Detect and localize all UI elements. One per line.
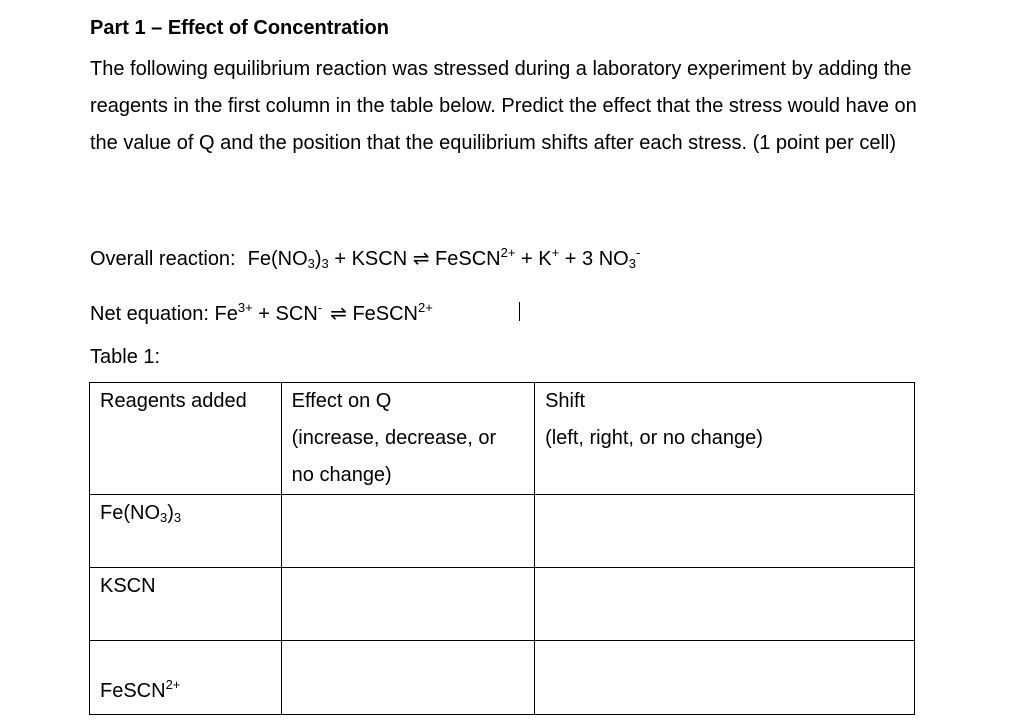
- text-cursor: [519, 302, 520, 321]
- plus-sign: +: [564, 248, 577, 270]
- table-row: [90, 568, 915, 641]
- data-table: [89, 382, 915, 715]
- table-caption: Table 1:: [90, 346, 161, 368]
- shift-cell[interactable]: [535, 641, 915, 715]
- intro-paragraph: The following equilibrium reaction was stressed during a laboratory experiment by adding the reagents in the first column in the table below. Predict the effect that the stress would have on the value of Q and the position that the equilibrium shifts after each stress. (1 point per cell): [90, 58, 917, 154]
- table-row: [90, 495, 915, 568]
- reagent-cell: KSCN: [90, 568, 282, 641]
- effect-on-q-cell[interactable]: [281, 641, 534, 715]
- reactant-fe-nitrate: $Fe(NO_3)_3$: [247, 248, 329, 271]
- effect-on-q-cell[interactable]: [281, 495, 534, 568]
- product-fescn: FeSCN$^{2+}$: [435, 245, 516, 270]
- equilibrium-arrow: ⇌: [330, 303, 347, 325]
- overall-reaction-label: Overall reaction:: [90, 248, 236, 270]
- section-heading: Part 1 – Effect of Concentration: [90, 17, 389, 39]
- reactant-fe-ion: $Fe^{3+}$: [214, 300, 253, 325]
- header-shift: Shift (left, right, or no change): [535, 383, 915, 495]
- net-equation-label: Net equation:: [90, 303, 209, 325]
- table-header-row: [90, 383, 915, 495]
- overall-reaction: [90, 246, 640, 271]
- net-equation: [90, 301, 433, 326]
- product-fescn: FeSCN$^{2+}$: [352, 300, 433, 325]
- header-effect-on-q: Effect on Q (increase, decrease, or no change): [281, 383, 534, 495]
- header-reagents: Reagents added: [90, 383, 282, 495]
- product-nitrate-ion: 3 $NO_3^-$: [582, 245, 641, 271]
- plus-sign: +: [334, 248, 347, 270]
- table-row: [90, 641, 915, 715]
- plus-sign: +: [258, 303, 270, 325]
- shift-cell[interactable]: [535, 568, 915, 641]
- equilibrium-arrow: ⇌: [412, 248, 430, 270]
- effect-on-q-cell[interactable]: [281, 568, 534, 641]
- plus-sign: +: [521, 248, 533, 270]
- reagent-cell: FeSCN$^{2+}$: [90, 641, 282, 715]
- reactant-scn-ion: SCN-: [275, 300, 323, 325]
- shift-cell[interactable]: [535, 495, 915, 568]
- product-k-ion: K+: [538, 245, 560, 270]
- reactant-kscn: KSCN: [351, 248, 408, 270]
- reagent-cell: $Fe(NO_3)_3$: [90, 495, 282, 568]
